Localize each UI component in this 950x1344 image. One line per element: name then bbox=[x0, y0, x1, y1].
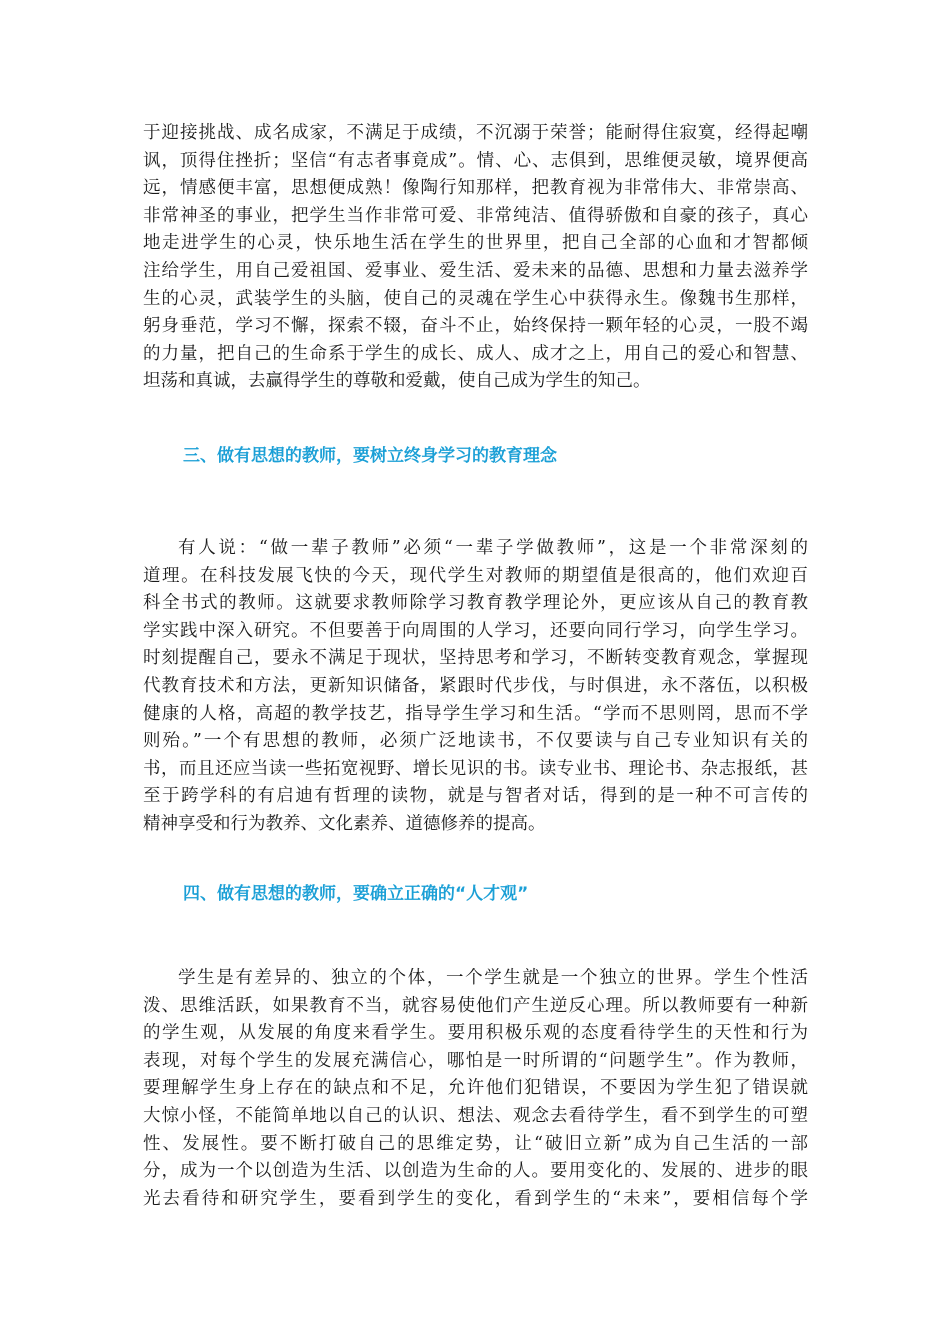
text-line: 性、发展性。要不断打破自己的思维定势，让“破旧立新”成为自己生活的一部 bbox=[143, 1133, 808, 1154]
text-line: 坦荡和真诚，去赢得学生的尊敬和爱戴，使自己成为学生的知己。 bbox=[143, 371, 651, 392]
text-line: 精神享受和行为教养、文化素养、道德修养的提高。 bbox=[143, 813, 546, 834]
text-line: 的学生观，从发展的角度来看学生。要用积极乐观的态度看待学生的天性和行为 bbox=[143, 1023, 808, 1044]
text-line: 的力量，把自己的生命系于学生的成长、成人、成才之上，用自己的爱心和智慧、 bbox=[143, 343, 808, 364]
text-line: 于迎接挑战、成名成家，不满足于成绩，不沉溺于荣誉；能耐得住寂寞，经得起嘲 bbox=[143, 123, 808, 143]
text-line: 道理。在科技发展飞快的今天，现代学生对教师的期望值是很高的，他们欢迎百 bbox=[143, 565, 808, 586]
text-line: 科全书式的教师。这就要求教师除学习教育教学理论外，更应该从自己的教育教 bbox=[143, 593, 808, 614]
text-line: 躬身垂范，学习不懈，探索不辍，奋斗不止，始终保持一颗年轻的心灵，一股不竭 bbox=[143, 316, 808, 337]
text-line: 学实践中深入研究。不但要善于向周围的人学习，还要向同行学习，向学生学习。 bbox=[143, 620, 808, 641]
text-line: 非常神圣的事业，把学生当作非常可爱、非常纯洁、值得骄傲和自豪的孩子，真心 bbox=[143, 205, 808, 226]
text-line: 要理解学生身上存在的缺点和不足，允许他们犯错误，不要因为学生犯了错误就 bbox=[143, 1078, 808, 1099]
text-line: 讽，顶得住挫折；坚信“有志者事竟成”。情、心、志俱到，思维便灵敏，境界便高 bbox=[143, 150, 808, 171]
section-heading-4: 四、做有思想的教师，要确立正确的“人才观” bbox=[183, 884, 529, 904]
paragraph-section-4 bbox=[143, 965, 808, 1213]
text-line: 大惊小怪，不能简单地以自己的认识、想法、观念去看待学生，看不到学生的可塑 bbox=[143, 1105, 808, 1126]
text-line: 有人说：“做一辈子教师”必须“一辈子学做教师”，这是一个非常深刻的 bbox=[178, 538, 808, 558]
text-line: 地走进学生的心灵，快乐地生活在学生的世界里，把自己全部的心血和才智都倾 bbox=[143, 233, 808, 254]
text-line: 至于跨学科的有启迪有哲理的读物，就是与智者对话，得到的是一种不可言传的 bbox=[143, 786, 808, 807]
section-heading-3: 三、做有思想的教师，要树立终身学习的教育理念 bbox=[183, 446, 557, 466]
text-line: 代教育技术和方法，更新知识储备，紧跟时代步伐，与时俱进，永不落伍，以积极 bbox=[143, 675, 808, 696]
text-line: 表现，对每个学生的发展充满信心，哪怕是一时所谓的“问题学生”。作为教师， bbox=[143, 1050, 808, 1071]
text-line: 生的心灵，武装学生的头脑，使自己的灵魂在学生心中获得永生。像魏书生那样， bbox=[143, 288, 808, 309]
text-line: 光去看待和研究学生，要看到学生的变化，看到学生的“未来”，要相信每个学 bbox=[143, 1188, 808, 1209]
text-line: 则殆。”一个有思想的教师，必须广泛地读书，不仅要读与自己专业知识有关的 bbox=[143, 731, 808, 752]
text-line: 书，而且还应当读一些拓宽视野、增长见识的书。读专业书、理论书、杂志报纸，甚 bbox=[143, 758, 808, 779]
text-line: 注给学生，用自己爱祖国、爱事业、爱生活、爱未来的品德、思想和力量去滋养学 bbox=[143, 260, 808, 281]
text-line: 时刻提醒自己，要永不满足于现状，坚持思考和学习，不断转变教育观念，掌握现 bbox=[143, 648, 808, 669]
text-line: 学生是有差异的、独立的个体，一个学生就是一个独立的世界。学生个性活 bbox=[178, 968, 808, 988]
text-line: 分，成为一个以创造为生活、以创造为生命的人。要用变化的、发展的、进步的眼 bbox=[143, 1161, 808, 1182]
paragraph-section-3 bbox=[143, 535, 808, 839]
text-line: 泼、思维活跃，如果教育不当，就容易使他们产生逆反心理。所以教师要有一种新 bbox=[143, 995, 808, 1016]
text-line: 健康的人格，高超的教学技艺，指导学生学习和生活。“学而不思则罔，思而不学 bbox=[143, 703, 808, 724]
paragraph-continuation bbox=[143, 120, 808, 396]
text-line: 远，情感便丰富，思想便成熟！像陶行知那样，把教育视为非常伟大、非常崇高、 bbox=[143, 178, 808, 199]
